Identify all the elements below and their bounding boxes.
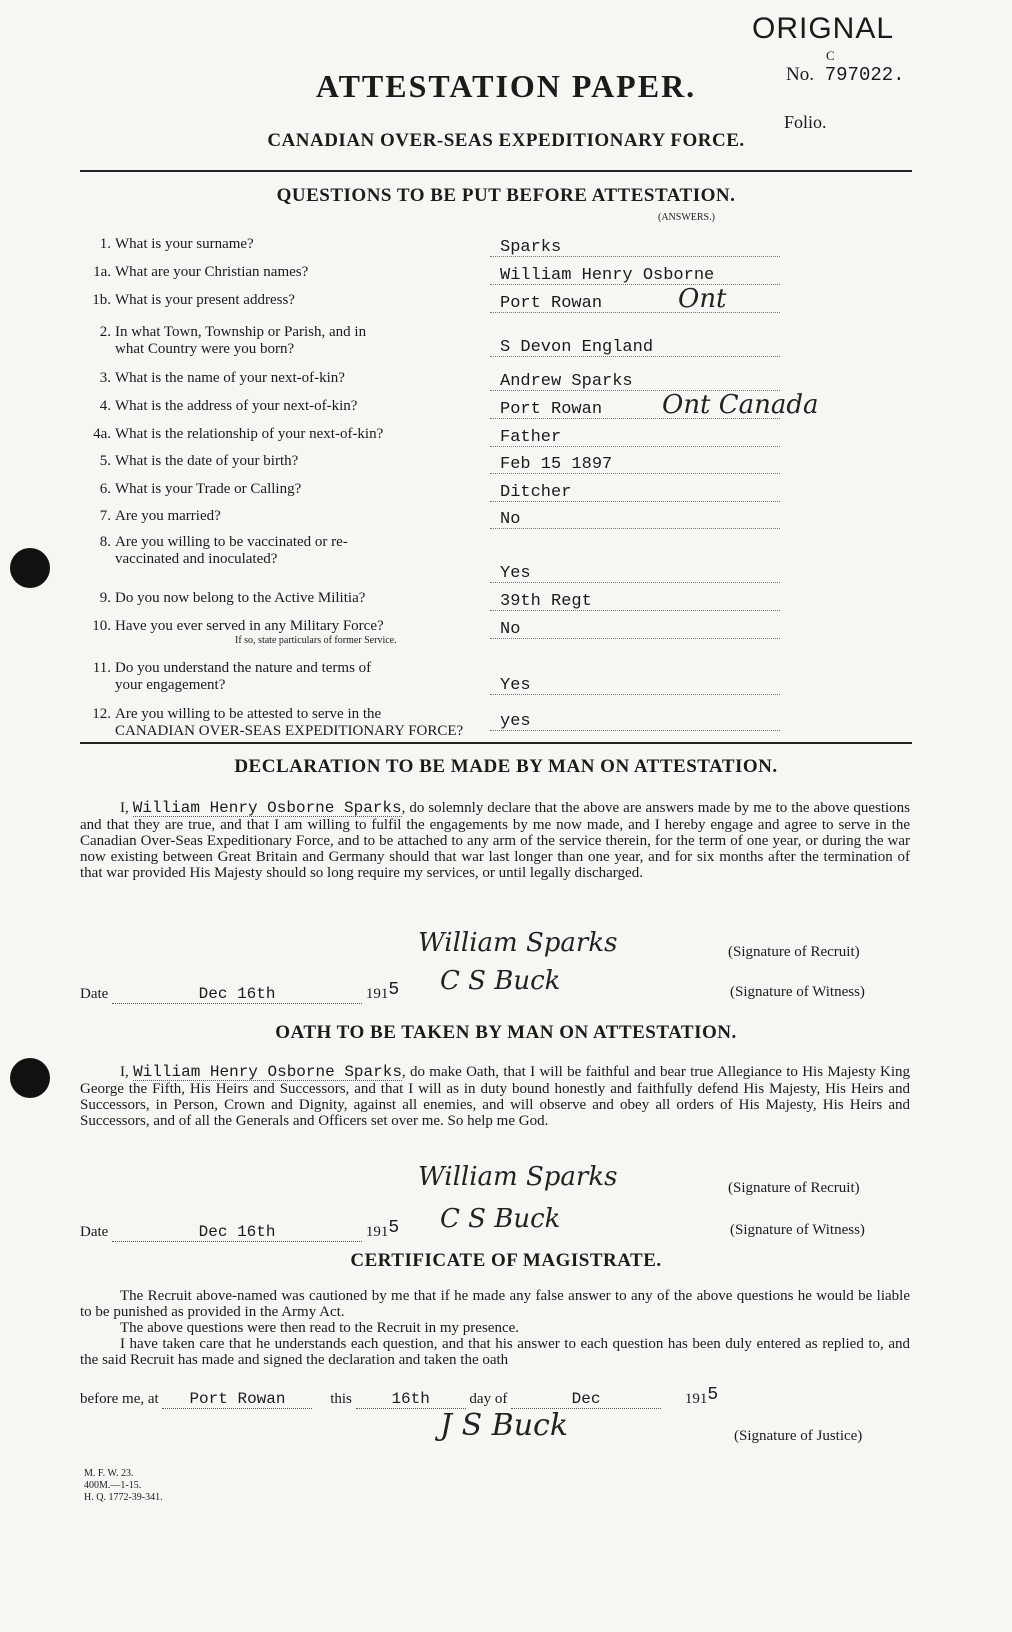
certificate-para3-text: I have taken care that he understands each question, and that his answer to each question has been duly entered as replied to, and the said Recruit has made and signed the declaration and taken the oath xyxy=(80,1336,910,1368)
question-number: 4a. xyxy=(93,426,111,442)
date-label: Date xyxy=(80,986,109,1002)
date-label: Date xyxy=(80,1224,109,1240)
form-number-label: No. xyxy=(786,64,814,85)
question-text xyxy=(85,590,475,607)
witness-signature-declaration: C S Buck xyxy=(440,966,561,996)
oath-year-suffix: 5 xyxy=(388,1218,400,1238)
question-text xyxy=(85,508,475,525)
question-text xyxy=(85,453,475,470)
certificate-paragraph-2 xyxy=(80,1320,910,1336)
answer-line xyxy=(490,638,780,639)
oath-body: , do make Oath, that I will be faithful and bear true Allegiance to His Majesty King George the Fifth, His Heirs and Successors, and that I will as in duty bound honestly and faithfully defend His Majesty, His Heirs and Successors, in Person, Crown and Dignity, against all enemies, and will observe and obey all orders of His Majesty, His Heirs and Successors, and of all the Generals and Officers set over me. So help me God. xyxy=(80,1064,911,1129)
divider xyxy=(80,170,912,172)
question-8 xyxy=(85,453,475,470)
question-text xyxy=(85,551,475,568)
question-line: What is your surname? xyxy=(115,236,254,252)
question-line: CANADIAN OVER-SEAS EXPEDITIONARY FORCE? xyxy=(115,723,464,739)
certificate-place: Port Rowan xyxy=(162,1390,312,1409)
answer-11: Yes xyxy=(500,564,531,583)
question-text xyxy=(85,292,475,309)
question-number: 1. xyxy=(99,236,111,252)
question-10 xyxy=(85,508,475,525)
answer-12: 39th Regt xyxy=(500,592,592,611)
certificate-para2-text: The above questions were then read to the Recruit in my presence. xyxy=(120,1320,520,1336)
this-label: this xyxy=(330,1391,352,1407)
question-line: Do you now belong to the Active Militia? xyxy=(115,590,366,606)
question-line: Are you willing to be vaccinated or re- xyxy=(115,534,348,550)
answers-label: (ANSWERS.) xyxy=(658,212,715,223)
question-line: What is your Trade or Calling? xyxy=(115,481,302,497)
folio-label: Folio. xyxy=(784,112,827,132)
justice-signature: J S Buck xyxy=(440,1408,568,1443)
question-text xyxy=(85,426,475,443)
question-4 xyxy=(85,324,475,358)
certificate-para1-text: The Recruit above-named was cautioned by me that if he made any false answer to any of the above questions he would be liable to be punished as provided in the Army Act. xyxy=(80,1288,910,1320)
question-number: 2. xyxy=(99,324,111,340)
oath-prefix: I, xyxy=(120,1064,129,1080)
question-line: vaccinated and inoculated? xyxy=(115,551,278,567)
question-14 xyxy=(85,660,475,694)
punch-hole-top xyxy=(10,548,50,588)
divider xyxy=(80,742,912,744)
oath-text xyxy=(80,1064,910,1129)
answer-4: S Devon England xyxy=(500,338,654,357)
witness-caption-oath: (Signature of Witness) xyxy=(730,1222,865,1238)
question-number: 3. xyxy=(99,370,111,386)
question-note: If so, state particulars of former Service. xyxy=(235,635,397,646)
oath-year-prefix: 191 xyxy=(365,1224,389,1240)
question-5 xyxy=(85,370,475,387)
question-text xyxy=(85,618,475,635)
recruit-caption-declaration: (Signature of Recruit) xyxy=(728,944,860,960)
question-12 xyxy=(85,590,475,607)
answer-line xyxy=(490,528,780,529)
question-line: what Country were you born? xyxy=(115,341,295,357)
handwritten-addition-3: Ont xyxy=(678,284,727,314)
declaration-year-prefix: 191 xyxy=(365,986,389,1002)
answer-line xyxy=(490,694,780,695)
oath-date-row xyxy=(80,1218,399,1242)
footer-line: M. F. W. 23. xyxy=(84,1468,134,1479)
question-text xyxy=(85,324,475,341)
declaration-prefix: I, xyxy=(120,800,129,816)
handwritten-addition-6: Ont Canada xyxy=(662,390,819,420)
witness-caption-declaration: (Signature of Witness) xyxy=(730,984,865,1000)
question-number: 11. xyxy=(92,660,111,676)
question-text xyxy=(85,398,475,415)
question-15 xyxy=(85,706,475,740)
question-line: your engagement? xyxy=(115,677,226,693)
question-line: What is the address of your next-of-kin? xyxy=(115,398,358,414)
question-number: 7. xyxy=(99,508,111,524)
question-text xyxy=(85,723,475,740)
footer-line: 400M.—1-15. xyxy=(84,1480,142,1491)
question-line: Do you understand the nature and terms of xyxy=(115,660,372,676)
recruit-caption-oath: (Signature of Recruit) xyxy=(728,1180,860,1196)
answer-line xyxy=(490,582,780,583)
certificate-paragraph-1 xyxy=(80,1288,910,1320)
question-text xyxy=(85,660,475,677)
force-name: CANADIAN OVER-SEAS EXPEDITIONARY FORCE. xyxy=(267,130,745,151)
question-line: What are your Christian names? xyxy=(115,264,309,280)
answer-13: No xyxy=(500,620,521,639)
question-line: What is the date of your birth? xyxy=(115,453,299,469)
question-13 xyxy=(85,618,475,646)
recruit-signature-declaration: William Sparks xyxy=(418,928,618,958)
declaration-date: Dec 16th xyxy=(112,985,362,1004)
question-text xyxy=(85,370,475,387)
question-11 xyxy=(85,534,475,568)
day-label: day of xyxy=(469,1391,508,1407)
question-text xyxy=(85,264,475,281)
oath-date: Dec 16th xyxy=(112,1223,362,1242)
question-9 xyxy=(85,481,475,498)
question-number: 8. xyxy=(99,534,111,550)
declaration-year-suffix: 5 xyxy=(388,980,400,1000)
question-line: What is the name of your next-of-kin? xyxy=(115,370,345,386)
question-line: What is your present address? xyxy=(115,292,295,308)
certificate-day: 16th xyxy=(356,1390,466,1409)
answer-10: No xyxy=(500,510,521,529)
answer-line xyxy=(490,730,780,731)
question-text xyxy=(85,236,475,253)
answer-1: Sparks xyxy=(500,238,562,257)
witness-signature-oath: C S Buck xyxy=(440,1204,561,1234)
question-number: 5. xyxy=(99,453,111,469)
justice-caption: (Signature of Justice) xyxy=(734,1428,863,1444)
answer-8: Feb 15 1897 xyxy=(500,455,613,474)
form-number-value: 797022. xyxy=(824,64,905,86)
answer-2: William Henry Osborne xyxy=(500,266,715,285)
answer-5: Andrew Sparks xyxy=(500,372,633,391)
certificate-paragraph-3 xyxy=(80,1336,910,1368)
question-line: What is the relationship of your next-of-kin? xyxy=(115,426,384,442)
question-7 xyxy=(85,426,475,443)
certificate-title: CERTIFICATE OF MAGISTRATE. xyxy=(350,1250,662,1271)
question-text xyxy=(85,534,475,551)
declaration-body: , do solemnly declare that the above are answers made by me to the above questions and that they are true, and that I am willing to fulfil the engagements by me now made, and I hereby engage and agree to serve in the Canadian Over-Seas Expeditionary Force, and to be attached to any arm of the service therein, for the term of one year, or during the war now existing between Great Britain and Germany should that war last longer than one year, and for six months after the termination of that war provided His Majesty should so long require my services, or until legally discharged. xyxy=(80,800,911,881)
declaration-name: William Henry Osborne Sparks xyxy=(132,799,402,817)
answer-3: Port Rowan xyxy=(500,294,603,313)
certificate-year-prefix: 191 xyxy=(684,1391,708,1407)
answer-7: Father xyxy=(500,428,562,447)
before-label: before me, at xyxy=(80,1391,159,1407)
certificate-year-suffix: 5 xyxy=(707,1385,719,1405)
oath-title: OATH TO BE TAKEN BY MAN ON ATTESTATION. xyxy=(275,1022,737,1043)
question-text xyxy=(85,706,475,723)
question-line: Are you willing to be attested to serve in the xyxy=(115,706,382,722)
question-line: Have you ever served in any Military Force? xyxy=(115,618,384,634)
question-number: 6. xyxy=(99,481,111,497)
declaration-text xyxy=(80,800,910,881)
question-text xyxy=(85,677,475,694)
question-number: 1a. xyxy=(93,264,111,280)
footer-line: H. Q. 1772-39-341. xyxy=(84,1492,163,1503)
question-6 xyxy=(85,398,475,415)
answer-6: Port Rowan xyxy=(500,400,603,419)
question-number: 9. xyxy=(99,590,111,606)
punch-hole-bottom xyxy=(10,1058,50,1098)
recruit-signature-oath: William Sparks xyxy=(418,1162,618,1192)
certificate-place-row xyxy=(80,1385,920,1409)
question-number: 4. xyxy=(99,398,111,414)
question-2 xyxy=(85,264,475,281)
certificate-month: Dec xyxy=(511,1390,661,1409)
question-1 xyxy=(85,236,475,253)
question-number: 10. xyxy=(92,618,111,634)
question-number: 12. xyxy=(92,706,111,722)
question-line: In what Town, Township or Parish, and in xyxy=(115,324,367,340)
answer-15: yes xyxy=(500,712,531,731)
declaration-title: DECLARATION TO BE MADE BY MAN ON ATTESTATION. xyxy=(234,756,778,777)
question-3 xyxy=(85,292,475,309)
original-stamp: ORIGNAL xyxy=(752,12,895,45)
question-text xyxy=(85,481,475,498)
oath-name: William Henry Osborne Sparks xyxy=(133,1063,402,1081)
question-line: Are you married? xyxy=(115,508,221,524)
answer-9: Ditcher xyxy=(500,483,572,502)
question-number: 1b. xyxy=(92,292,111,308)
form-number-superscript: C xyxy=(826,48,835,63)
questions-title: QUESTIONS TO BE PUT BEFORE ATTESTATION. xyxy=(276,185,736,206)
form-footer xyxy=(84,1468,163,1504)
question-text xyxy=(85,341,475,358)
page-title: ATTESTATION PAPER. xyxy=(315,68,697,104)
answer-14: Yes xyxy=(500,676,531,695)
declaration-date-row xyxy=(80,980,399,1004)
